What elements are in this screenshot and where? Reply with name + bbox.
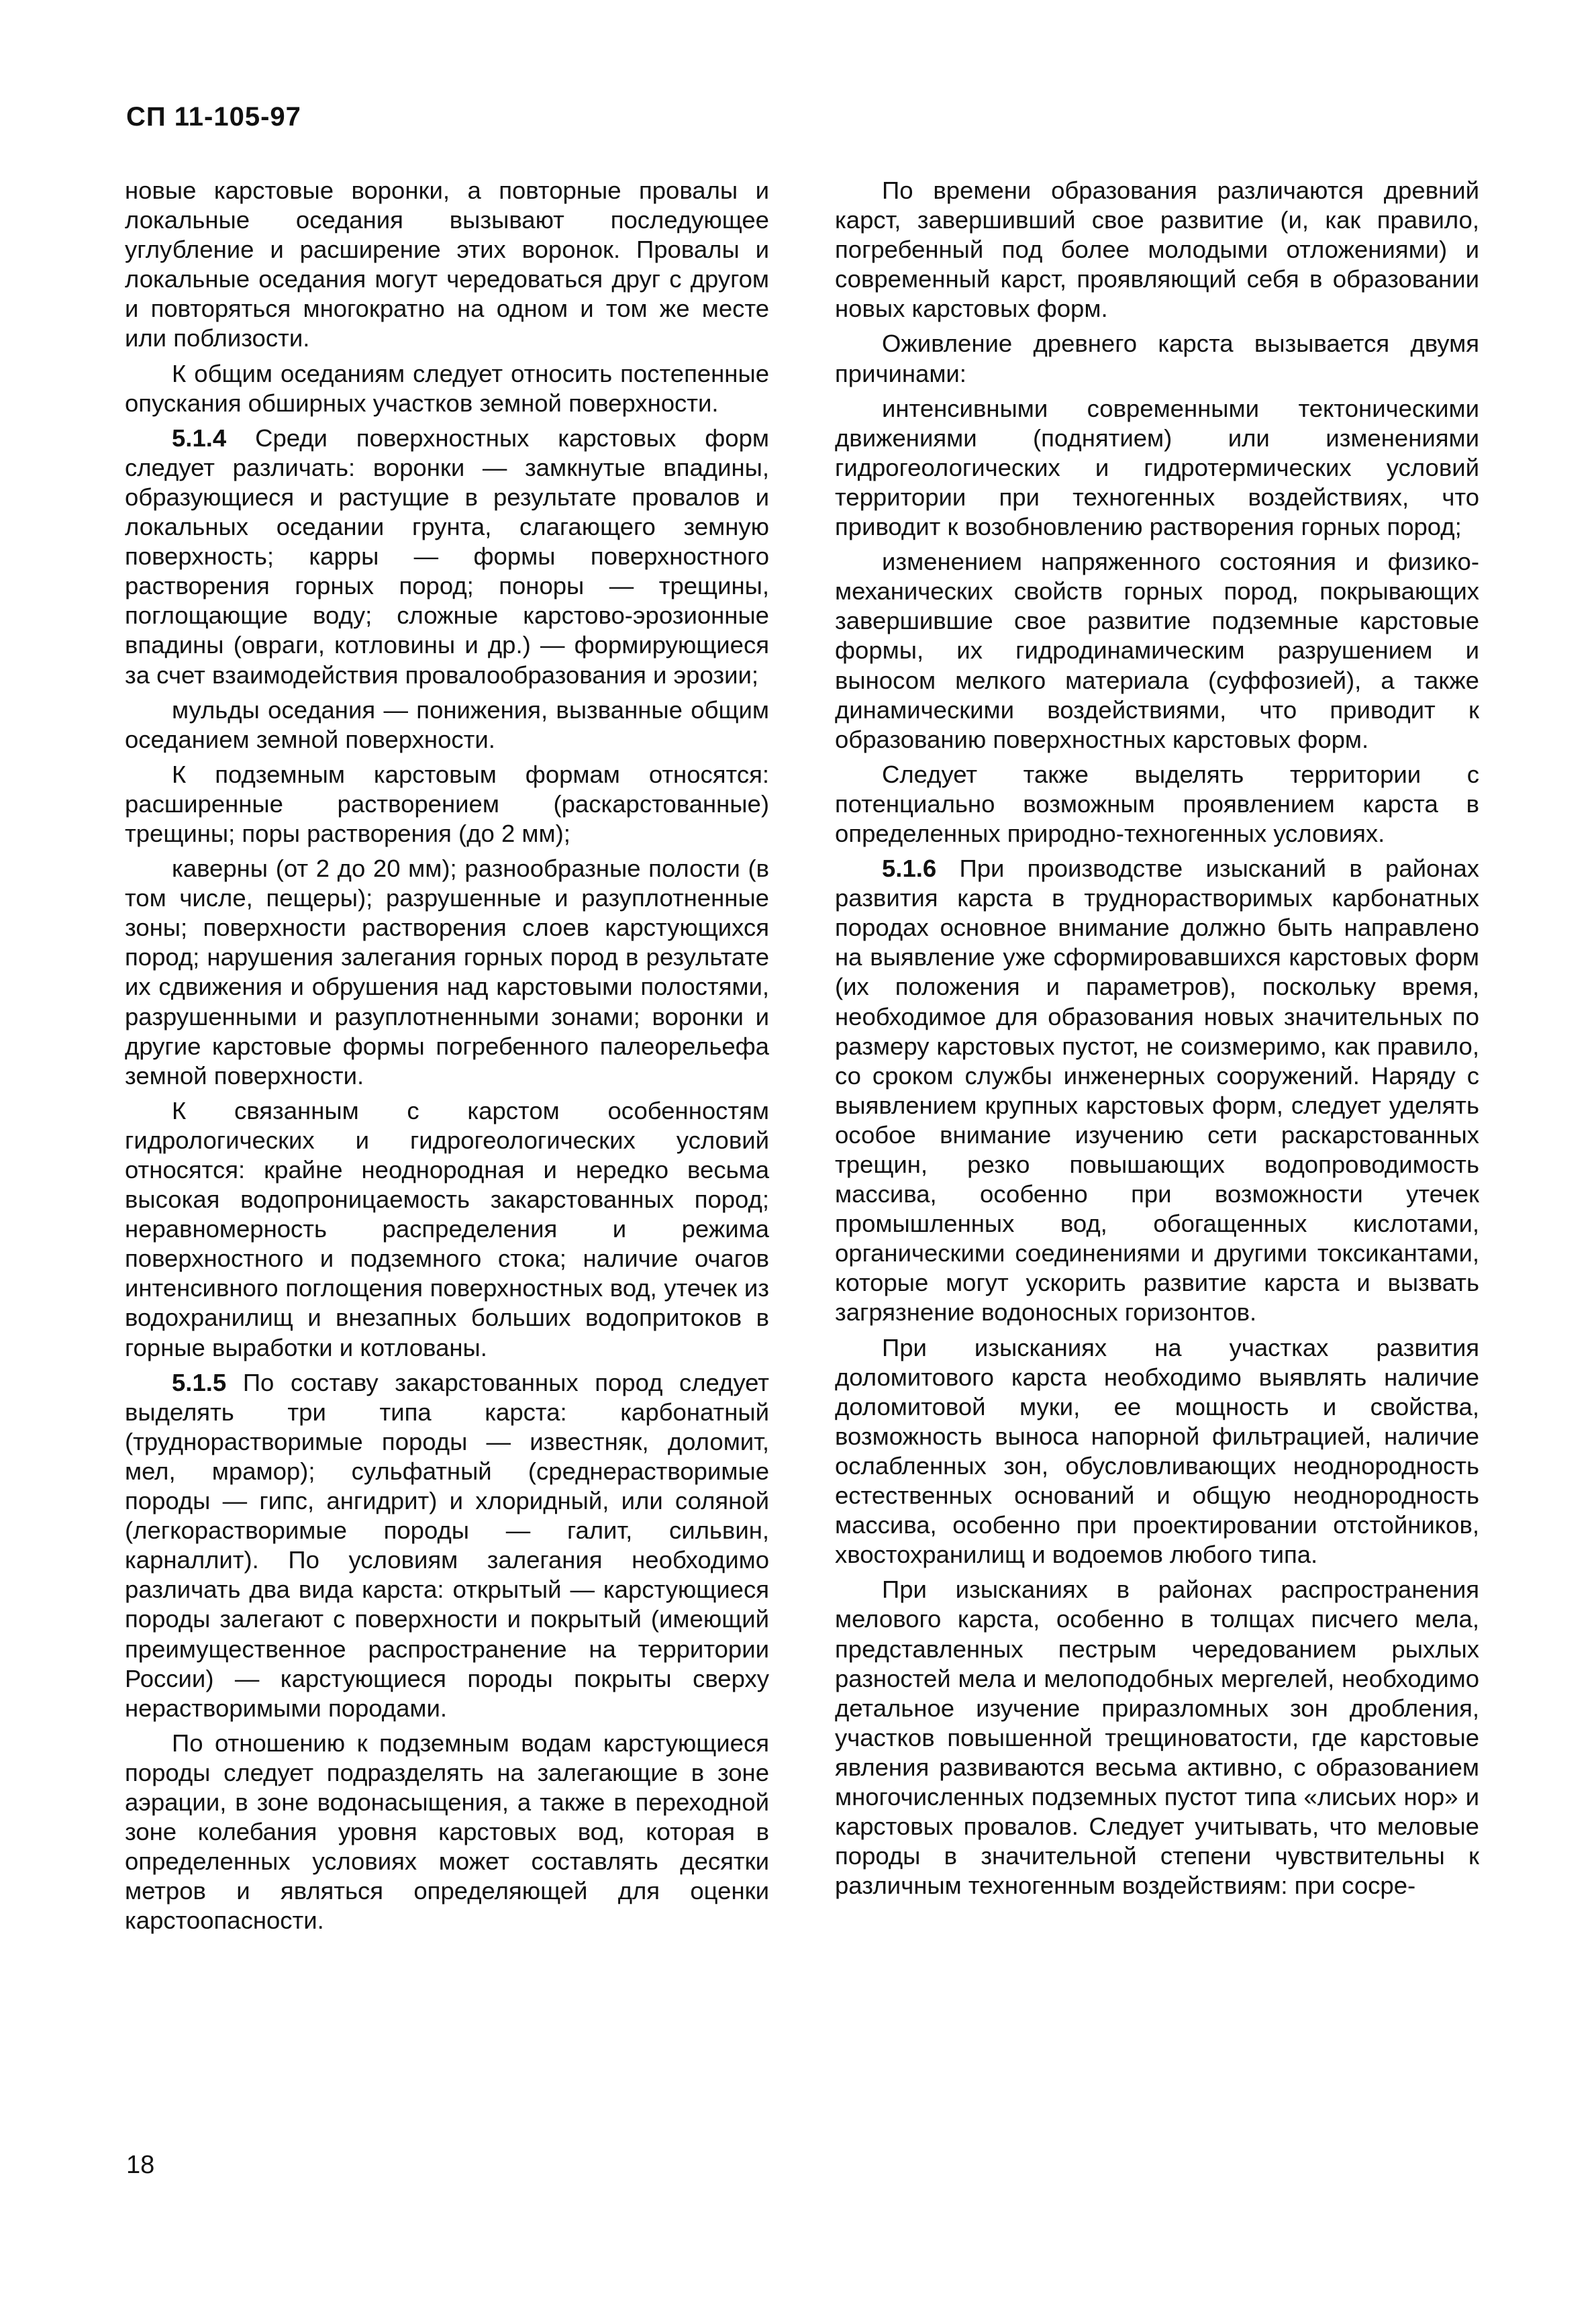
paragraph-text: каверны (от 2 до 20 мм); разнообразные полости (в том числе, пещеры); разрушенные и разуплотненные зоны; поверхности растворения слоев карстующихся пород; нарушения залегания горных пород в результате их сдвижения и обрушения над карстовыми полостями, разрушенными и разуплотненными зонами; воронки и другие карстовые формы погребенного палеорельефа земной поверхности.: [125, 855, 769, 1090]
paragraph-text: При производстве изысканий в районах развития карста в труднорастворимых карбонатных породах основное внимание должно быть направлено на выявление уже сформировавшихся карстовых форм (их положения и параметров), поскольку время, необходимое для образования новых значительных по размеру карстовых пустот, не соизмеримо, как правило, со сроком службы инженерных сооружений. Наряду с выявлением крупных карстовых форм, следует уделять особое внимание изучению сети раскарстованных трещин, резко повышающих водопроводимость массива, особенно при возможности утечек промышленных вод, обогащенных кислотами, органическими соединениями и другими токсикантами, которые могут ускорить развитие карста и вызвать загрязнение водоносных горизонтов.: [835, 855, 1479, 1327]
paragraph-text: При изысканиях в районах распространения мелового карста, особенно в толщах писчего мела, представленных пестрым чередованием рыхлых разностей мела и мелоподобных мергелей, необходимо детальное изучение приразломных зон дробления, участков повышенной трещиноватости, где карстовые явления развиваются весьма активно, с образованием многочисленных подземных пустот типа «лисьих нор» и карстовых провалов. Следует учитывать, что меловые породы в значительной степени чувствительны к различным техногенным воздействиям: при сосре-: [835, 1576, 1479, 1900]
paragraph-text: К общим оседаниям следует относить постепенные опускания обширных участков земной поверхности.: [125, 359, 769, 417]
left-text-column: [125, 176, 769, 1935]
paragraph: [835, 394, 1479, 542]
paragraph: [125, 1096, 769, 1363]
paragraph: [125, 695, 769, 755]
paragraph: [125, 1368, 769, 1723]
paragraph-text: По составу закарстованных пород следует выделять три типа карста: карбонатный (труднорастворимые породы — известняк, доломит, мел, мрамор); сульфатный (среднерастворимые породы — гипс, ангидрит) и хлоридный, или соляной (легкорастворимые породы — галит, сильвин, карналлит). По условиям залегания необходимо различать два вида карста: открытый — карстующиеся породы залегают с поверхности и покрытый (имеющий преимущественное распространение на территории России) — карстующиеся породы покрыты сверху нерастворимыми породами.: [125, 1368, 769, 1722]
section-number: 5.1.6: [882, 855, 937, 883]
paragraph-text: интенсивными современными тектоническими движениями (поднятием) или изменениями гидрогеологических и гидротермических условий территории при техногенных воздействиях, что приводит к возобновлению растворения горных пород;: [835, 394, 1479, 541]
paragraph: [125, 359, 769, 418]
paragraph: [835, 547, 1479, 755]
paragraph: [125, 1729, 769, 1936]
paragraph: [125, 854, 769, 1091]
paragraph: [125, 424, 769, 690]
paragraph-text: По отношению к подземным водам карстующиеся породы следует подразделять на залегающие в зоне аэрации, в зоне водонасыщения, а также в переходной зоне колебания уровня карстовых вод, которая в определенных условиях может составлять десятки метров и являться определяющей для оценки карстоопасности.: [125, 1729, 769, 1935]
paragraph: [125, 760, 769, 849]
paragraph-text: Следует также выделять территории с потенциально возможным проявлением карста в определенных природно-техногенных условиях.: [835, 760, 1479, 847]
paragraph-text: мульды оседания — понижения, вызванные общим оседанием земной поверхности.: [125, 695, 769, 753]
paragraph: [835, 1333, 1479, 1570]
paragraph-text: При изысканиях на участках развития доломитового карста необходимо выявлять наличие доломитовой муки, ее мощность и свойства, возможность выноса напорной фильтрацией, наличие ослабленных зон, обусловливающих неоднородность естественных оснований и общую неоднородность массива, особенно при проектировании отстойников, хвостохранилищ и водоемов любого типа.: [835, 1333, 1479, 1569]
paragraph-text: новые карстовые воронки, а повторные провалы и локальные оседания вызывают последующее углубление и расширение этих воронок. Провалы и локальные оседания могут чередоваться друг с другом и повторяться многократно на одном и том же месте или поблизости.: [125, 177, 769, 352]
section-number: 5.1.5: [172, 1368, 227, 1396]
paragraph: [835, 854, 1479, 1328]
paragraph: [835, 176, 1479, 324]
page-number: 18: [126, 2151, 155, 2179]
paragraph: [835, 1575, 1479, 1900]
right-text-column: [835, 176, 1479, 1900]
paragraph: [125, 176, 769, 354]
paragraph-text: Среди поверхностных карстовых форм следует различать: воронки — замкнутые впадины, образующиеся и растущие в результате провалов и локальных оседании грунта, слагающего земную поверхность; карры — формы поверхностного растворения горных пород; поноры — трещины, поглощающие воду; сложные карстово-эрозионные впадины (овраги, котловины и др.) — формирующиеся за счет взаимодействия провалообразования и эрозии;: [125, 424, 769, 689]
paragraph: [835, 760, 1479, 849]
paragraph-text: К связанным с карстом особенностям гидрологических и гидрогеологических условий относятся: крайне неоднородная и нередко весьма высокая водопроницаемость закарстованных пород; неравномерность распределения и режима поверхностного и подземного стока; наличие очагов интенсивного поглощения поверхностных вод, утечек из водохранилищ и внезапных больших водопритоков в горные выработки и котлованы.: [125, 1096, 769, 1361]
paragraph-text: К подземным карстовым формам относятся: расширенные растворением (раскарстованные) трещины; поры растворения (до 2 мм);: [125, 760, 769, 847]
paragraph-text: Оживление древнего карста вызывается двумя причинами:: [835, 330, 1479, 387]
paragraph: [835, 329, 1479, 388]
section-number: 5.1.4: [172, 424, 227, 452]
paragraph-text: По времени образования различаются древний карст, завершивший свое развитие (и, как правило, погребенный под более молодыми отложениями) и современный карст, проявляющий себя в образовании новых карстовых форм.: [835, 177, 1479, 323]
document-code-header: СП 11-105-97: [126, 102, 301, 132]
paragraph-text: изменением напряженного состояния и физико-механических свойств горных пород, покрывающих завершившие свое развитие подземные карстовые формы, их гидродинамическим разрушением и выносом мелкого материала (суффозией), а также динамическими воздействиями, что приводит к образованию поверхностных карстовых форм.: [835, 548, 1479, 753]
